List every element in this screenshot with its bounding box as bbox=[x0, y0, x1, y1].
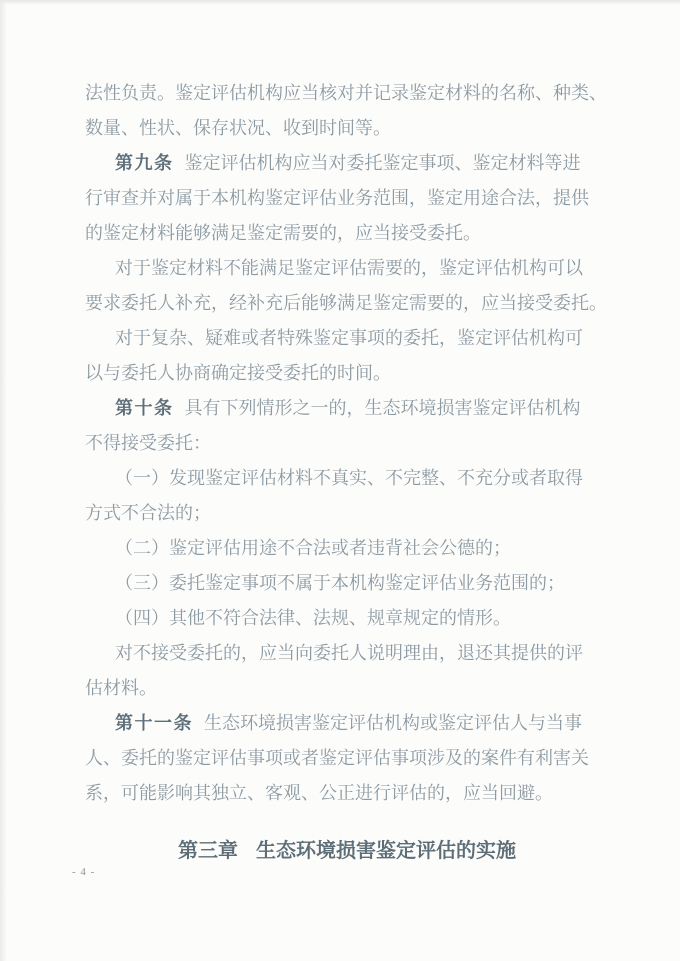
line-text: 对于鉴定材料不能满足鉴定评估需要的，鉴定评估机构可以 bbox=[115, 258, 583, 278]
line-text: 要求委托人补充，经补充后能够满足鉴定需要的，应当接受委托。 bbox=[85, 293, 607, 313]
text-line bbox=[85, 776, 609, 811]
line-text: 对于复杂、疑难或者特殊鉴定事项的委托，鉴定评估机构可 bbox=[115, 328, 583, 348]
chapter-title: 生态环境损害鉴定评估的实施 bbox=[256, 840, 516, 862]
text-line bbox=[85, 321, 609, 356]
line-text: 人、委托的鉴定评估事项或者鉴定评估事项涉及的案件有利害关 bbox=[85, 748, 589, 768]
line-text: 生态环境损害鉴定评估机构或鉴定评估人与当事 bbox=[204, 713, 582, 733]
line-text: 对不接受委托的，应当向委托人说明理由，退还其提供的评 bbox=[115, 643, 583, 663]
text-line bbox=[85, 706, 609, 741]
text-line bbox=[85, 76, 609, 111]
text-line bbox=[85, 636, 609, 671]
line-text: 鉴定评估机构应当对委托鉴定事项、鉴定材料等进 bbox=[184, 153, 581, 173]
scan-edge-left bbox=[0, 0, 7, 961]
line-text: 不得接受委托： bbox=[85, 433, 211, 453]
line-text: 行审查并对属于本机构鉴定评估业务范围，鉴定用途合法，提供 bbox=[85, 188, 589, 208]
text-line bbox=[85, 111, 609, 146]
text-line bbox=[85, 671, 609, 706]
line-text: 具有下列情形之一的，生态环境损害鉴定评估机构 bbox=[184, 398, 581, 418]
text-line bbox=[85, 496, 609, 531]
line-text: （一）发现鉴定评估材料不真实、不完整、不充分或者取得 bbox=[115, 468, 583, 488]
page-number: - 4 - bbox=[72, 866, 96, 878]
line-text: 数量、性状、保存状况、收到时间等。 bbox=[85, 118, 391, 138]
chapter-heading bbox=[85, 834, 609, 869]
line-text: 系，可能影响其独立、客观、公正进行评估的，应当回避。 bbox=[85, 783, 553, 803]
article-number: 第十条 bbox=[115, 398, 174, 418]
text-line bbox=[85, 601, 609, 636]
text-line bbox=[85, 461, 609, 496]
scan-edge-top bbox=[0, 0, 680, 5]
document-body bbox=[85, 76, 609, 869]
line-text: 估材料。 bbox=[85, 678, 157, 698]
article-number: 第九条 bbox=[115, 153, 174, 173]
line-text: （二）鉴定评估用途不合法或者违背社会公德的； bbox=[115, 538, 511, 558]
text-line bbox=[85, 146, 609, 181]
text-line bbox=[85, 286, 609, 321]
line-text: 以与委托人协商确定接受委托的时间。 bbox=[85, 363, 391, 383]
text-line bbox=[85, 531, 609, 566]
text-line bbox=[85, 181, 609, 216]
line-text: （三）委托鉴定事项不属于本机构鉴定评估业务范围的； bbox=[115, 573, 565, 593]
chapter-number: 第三章 bbox=[178, 840, 238, 862]
line-text: 的鉴定材料能够满足鉴定需要的，应当接受委托。 bbox=[85, 223, 481, 243]
article-number: 第十一条 bbox=[115, 713, 193, 733]
text-line bbox=[85, 356, 609, 391]
line-text: （四）其他不符合法律、法规、规章规定的情形。 bbox=[115, 608, 511, 628]
line-text: 方式不合法的； bbox=[85, 503, 211, 523]
text-line bbox=[85, 251, 609, 286]
text-line bbox=[85, 566, 609, 601]
text-line bbox=[85, 426, 609, 461]
text-line bbox=[85, 391, 609, 426]
line-text: 法性负责。鉴定评估机构应当核对并记录鉴定材料的名称、种类、 bbox=[85, 83, 607, 103]
text-line bbox=[85, 216, 609, 251]
text-line bbox=[85, 741, 609, 776]
